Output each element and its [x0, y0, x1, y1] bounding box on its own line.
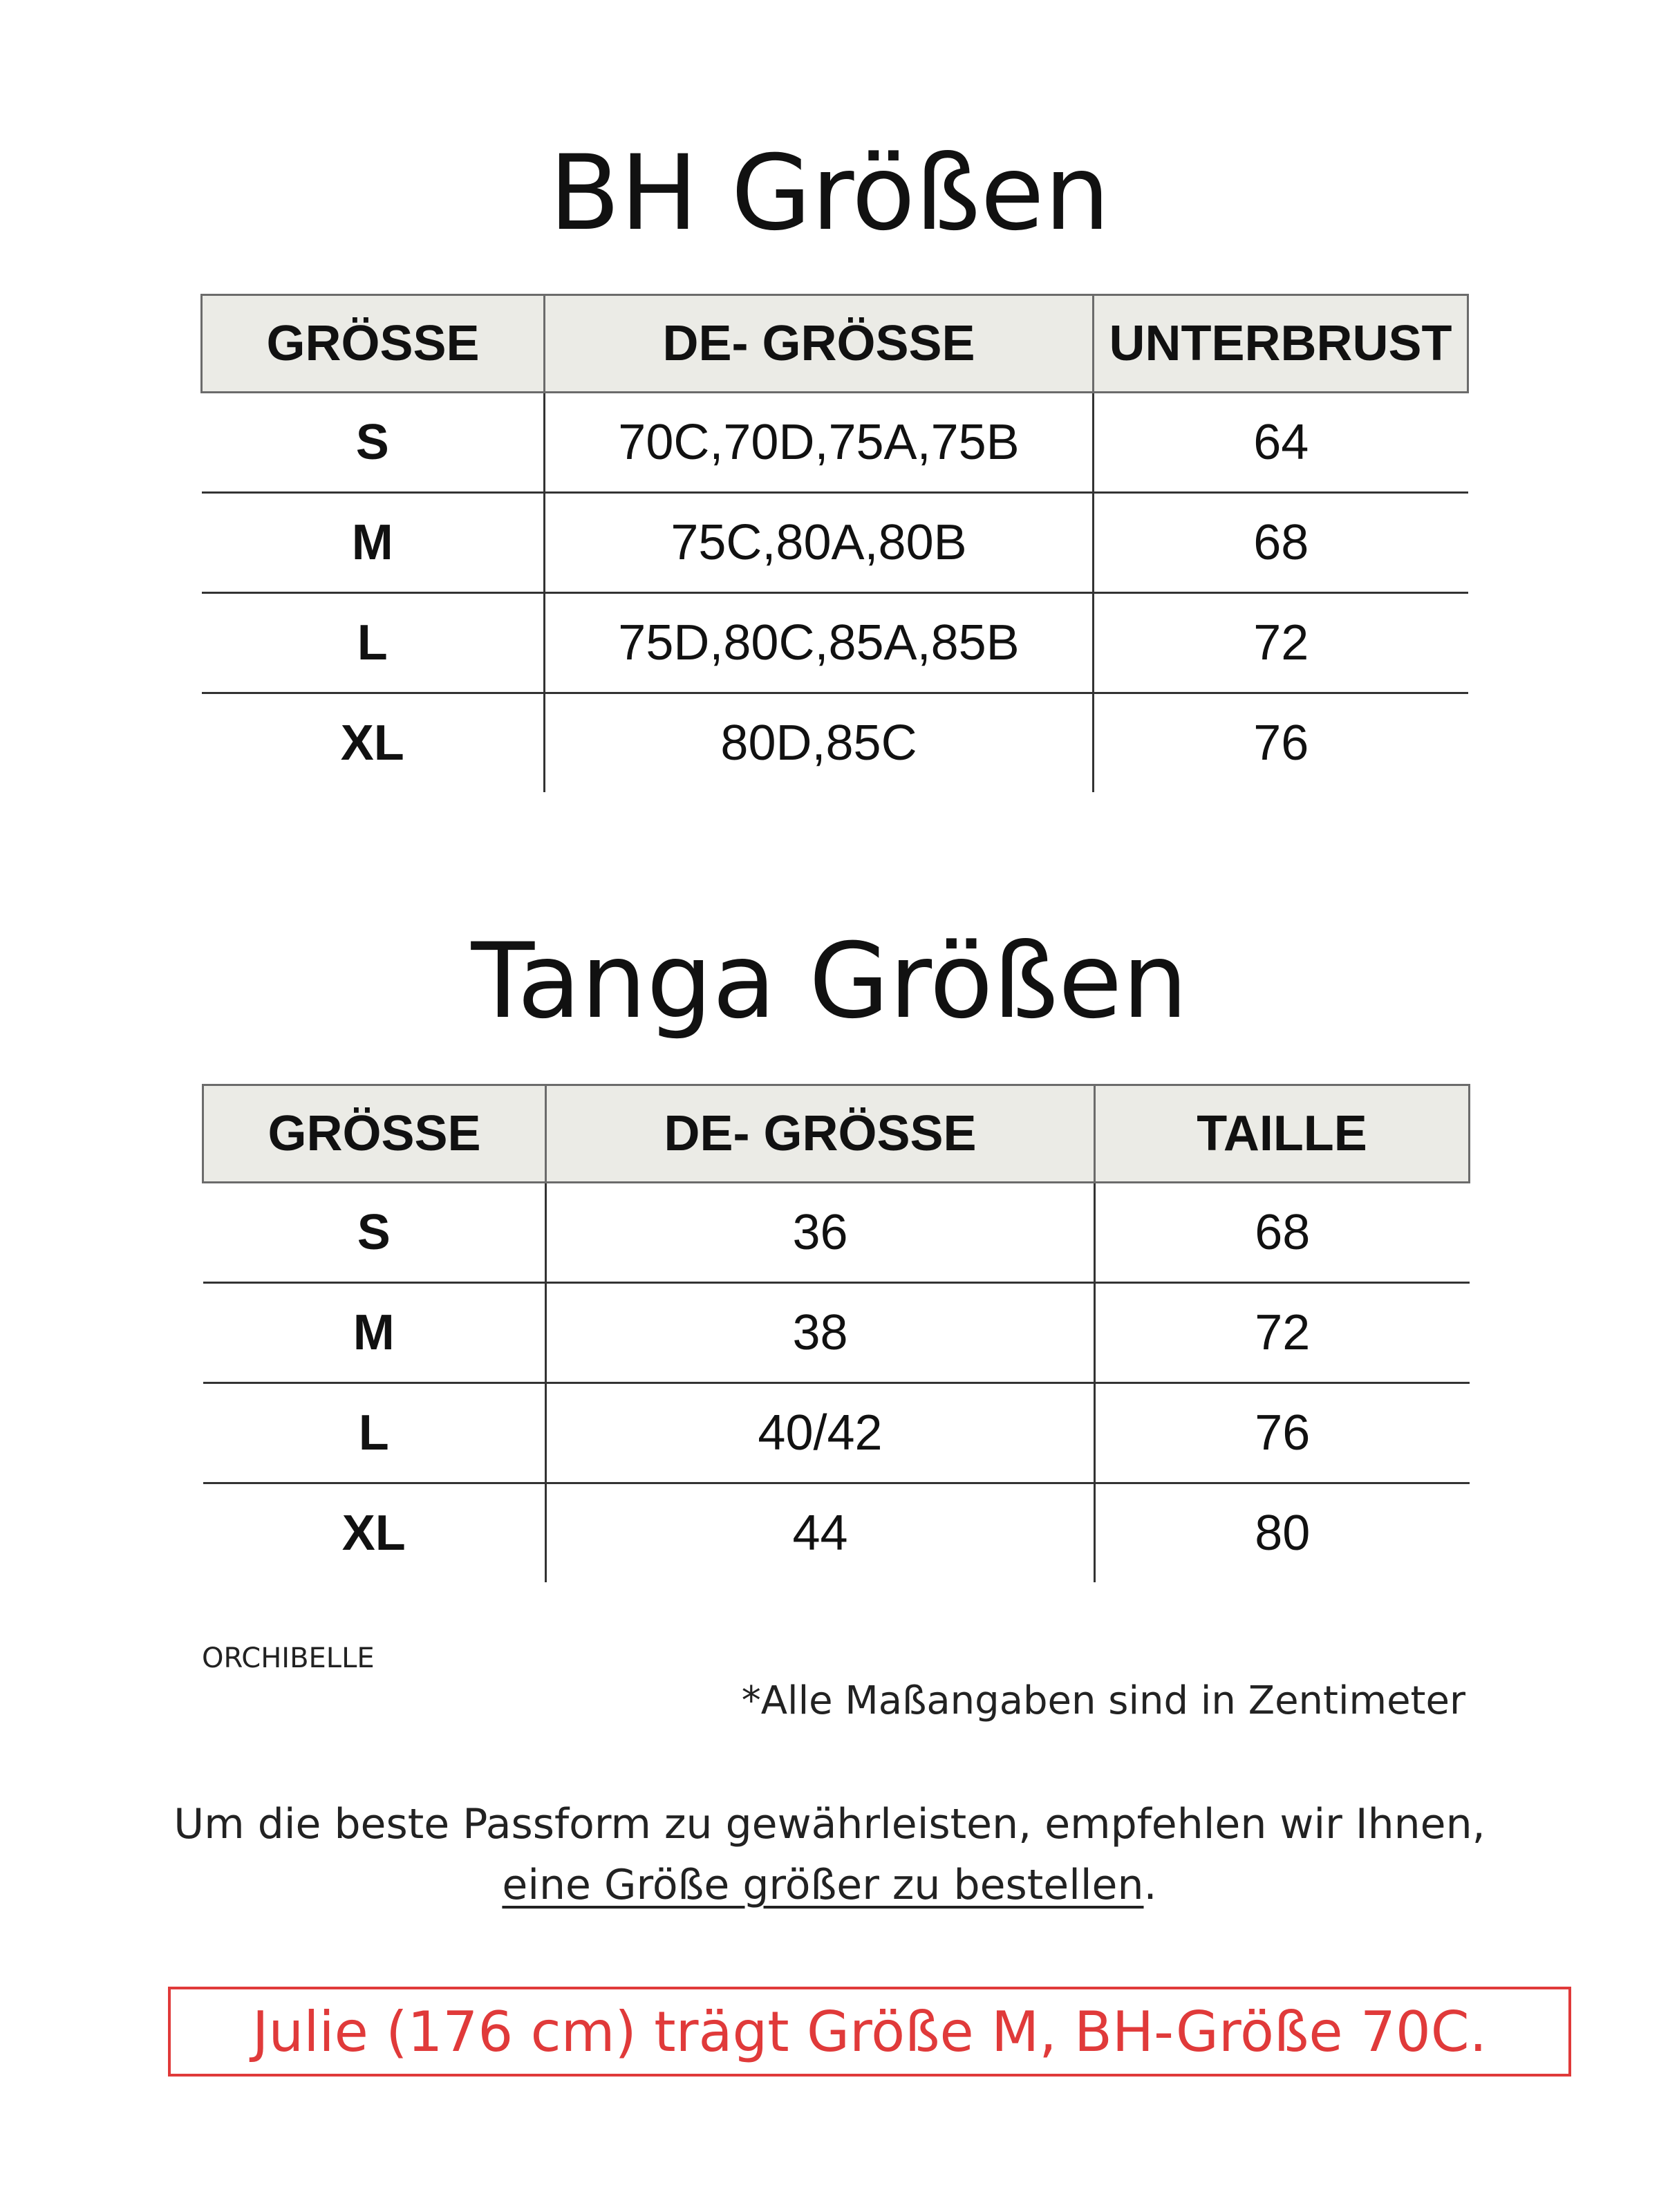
size-cell: L: [202, 593, 545, 693]
tanga-sizes-title: Tanga Größen: [471, 921, 1188, 1042]
header-size: GRÖSSE: [202, 295, 545, 393]
size-cell: M: [203, 1283, 546, 1383]
size-cell: S: [203, 1183, 546, 1283]
size-cell: XL: [340, 715, 404, 771]
bh-size-table: [200, 294, 1469, 792]
underbust-cell: 72: [1094, 593, 1468, 693]
sizing-advice: [0, 1794, 1659, 1915]
table-row: [202, 493, 1468, 593]
tanga-size-table: [202, 1084, 1470, 1582]
table-row: [203, 1183, 1470, 1283]
size-cell: M: [202, 493, 545, 593]
de-size-cell: 70C,70D,75A,75B: [545, 393, 1094, 493]
waist-cell: 68: [1095, 1183, 1470, 1283]
table-header-row: [203, 1085, 1470, 1183]
table-row: [202, 693, 1468, 793]
header-de-size: DE- GRÖSSE: [545, 295, 1094, 393]
advice-line-2: [0, 1855, 1659, 1915]
measurement-note: *Alle Maßangaben sind in Zentimeter: [741, 1678, 1465, 1723]
brand-name: ORCHIBELLE: [202, 1642, 375, 1674]
de-size-cell: 40/42: [546, 1383, 1095, 1483]
size-cell: XL: [341, 1506, 406, 1561]
table-row: [203, 1483, 1470, 1583]
underbust-cell: 64: [1094, 393, 1468, 493]
underbust-cell: 76: [1094, 693, 1468, 793]
waist-cell: 80: [1095, 1483, 1470, 1583]
header-size: GRÖSSE: [203, 1085, 546, 1183]
header-underbust: UNTERBRUST: [1094, 295, 1468, 393]
size-cell: L: [203, 1383, 546, 1483]
de-size-cell: 38: [546, 1283, 1095, 1383]
de-size-cell: 44: [546, 1483, 1095, 1583]
de-size-cell: 80D,85C: [545, 693, 1094, 793]
model-info-box: [168, 1987, 1571, 2077]
header-de-size: DE- GRÖSSE: [546, 1085, 1095, 1183]
header-waist: TAILLE: [1095, 1085, 1470, 1183]
de-size-cell: 75D,80C,85A,85B: [545, 593, 1094, 693]
bh-sizes-title: BH Größen: [549, 133, 1110, 254]
table-row: [203, 1283, 1470, 1383]
table-header-row: [202, 295, 1468, 393]
table-row: [202, 393, 1468, 493]
underbust-cell: 68: [1094, 493, 1468, 593]
table-row: [203, 1383, 1470, 1483]
de-size-cell: 75C,80A,80B: [545, 493, 1094, 593]
size-cell: S: [202, 393, 545, 493]
advice-underlined-text: eine Größe größer zu bestellen: [502, 1861, 1144, 1909]
waist-cell: 76: [1095, 1383, 1470, 1483]
model-info-text: Julie (176 cm) trägt Größe M, BH-Größe 70C.: [252, 1999, 1488, 2064]
de-size-cell: 36: [546, 1183, 1095, 1283]
waist-cell: 72: [1095, 1283, 1470, 1383]
advice-line-end: .: [1143, 1861, 1157, 1909]
advice-line-1: Um die beste Passform zu gewährleisten, empfehlen wir Ihnen,: [174, 1800, 1485, 1848]
table-row: [202, 593, 1468, 693]
